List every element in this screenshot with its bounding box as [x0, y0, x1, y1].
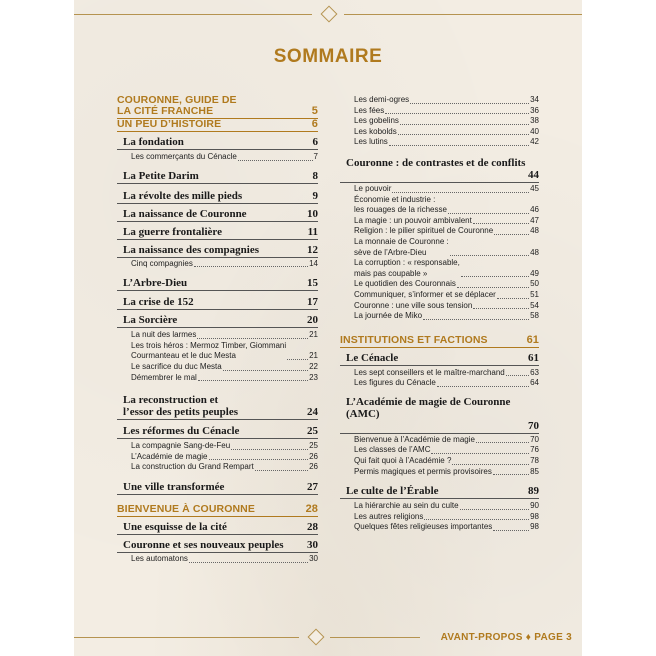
entry-title: Le pouvoir — [354, 183, 392, 193]
dot-leader — [287, 359, 308, 360]
toc-subsection-entry[interactable] — [340, 501, 539, 512]
toc-part-entry[interactable] — [117, 95, 318, 119]
entry-title: Les autres religions — [354, 511, 424, 521]
entry-title: La journée de Miko — [354, 311, 423, 321]
dot-leader — [194, 266, 308, 267]
entry-title: Couronne et ses nouveaux peuples — [123, 538, 284, 551]
entry-title: La magie : un pouvoir ambivalent — [354, 215, 472, 225]
book-page — [74, 0, 582, 656]
entry-title: La crise de 152 — [123, 296, 194, 309]
entry-page-number: 58 — [530, 311, 539, 321]
entry-page-number: 48 — [530, 247, 539, 257]
entry-page-number: 21 — [309, 351, 318, 361]
dot-leader — [506, 375, 529, 376]
dot-leader — [460, 509, 530, 510]
entry-page-number: 49 — [530, 268, 539, 278]
entry-title: La nuit des larmes — [131, 330, 197, 340]
entry-page-number: 28 — [307, 520, 318, 533]
dot-leader — [398, 134, 529, 135]
toc-subsection-entry[interactable] — [340, 368, 539, 379]
entry-page-number: 61 — [528, 351, 539, 364]
entry-page-number: 34 — [530, 95, 539, 104]
toc-section-entry[interactable] — [117, 394, 318, 420]
entry-title: Les automatons — [131, 553, 188, 563]
dot-leader — [223, 370, 308, 371]
toc-subsection-entry[interactable] — [340, 137, 539, 148]
dot-leader — [423, 319, 529, 320]
entry-title: Les sept conseillers et le maître-marchand — [354, 367, 505, 377]
toc-subsection-entry[interactable] — [340, 378, 539, 389]
entry-title: La monnaie de Couronne : sève de l’Arbre-Dieu — [354, 236, 449, 257]
page-footer: AVANT-PROPOS ♦ PAGE 3 — [440, 632, 572, 643]
entry-title: INSTITUTIONS ET FACTIONS — [340, 333, 488, 346]
dot-leader — [389, 145, 529, 146]
toc-section-entry[interactable] — [340, 157, 539, 183]
dot-leader — [255, 470, 308, 471]
toc-section-entry[interactable] — [117, 170, 318, 184]
entry-title: Démembrer le mal — [131, 372, 197, 382]
dot-leader — [437, 386, 529, 387]
top-ornament-icon — [321, 6, 338, 23]
entry-page-number: 26 — [309, 462, 318, 472]
entry-page-number: 44 — [528, 168, 539, 181]
entry-title: Le quotidien des Couronnais — [354, 279, 456, 289]
page-title: SOMMAIRE — [273, 46, 383, 67]
entry-title: La compagnie Sang-de-Feu — [131, 441, 231, 451]
dot-leader — [197, 338, 308, 339]
top-ornament-line-right — [344, 14, 582, 15]
dot-leader — [494, 234, 529, 235]
bottom-ornament-icon — [308, 629, 325, 646]
entry-page-number: 63 — [530, 367, 539, 377]
entry-page-number: 25 — [307, 425, 318, 438]
entry-title: Le sacrifice du duc Mesta — [131, 361, 222, 371]
entry-page-number: 17 — [307, 296, 318, 309]
entry-page-number: 14 — [309, 258, 318, 268]
toc-subsection-entry[interactable] — [340, 106, 539, 117]
entry-page-number: 51 — [530, 289, 539, 299]
entry-page-number: 76 — [530, 445, 539, 455]
entry-title: Une ville transformée — [123, 480, 225, 493]
toc-subsection-entry[interactable] — [340, 127, 539, 138]
dot-leader — [473, 308, 529, 309]
entry-page-number: 42 — [530, 137, 539, 147]
toc-subsection-entry[interactable] — [340, 522, 539, 533]
entry-title: La construction du Grand Rempart — [131, 462, 254, 472]
entry-title: Quelques fêtes religieuses importantes — [354, 522, 493, 532]
entry-title: La reconstruction et l’essor des petits peuples — [123, 394, 238, 419]
toc-subsection-entry[interactable] — [340, 467, 539, 478]
toc-subsection-entry[interactable] — [340, 226, 539, 237]
dot-leader — [457, 287, 529, 288]
toc-subsection-entry[interactable] — [340, 216, 539, 227]
entry-page-number: 40 — [530, 126, 539, 136]
entry-page-number: 26 — [309, 451, 318, 461]
entry-page-number: 48 — [530, 226, 539, 236]
entry-title: UN PEU D’HISTOIRE — [117, 118, 222, 130]
toc-section-entry[interactable] — [340, 485, 539, 499]
entry-page-number: 78 — [530, 456, 539, 466]
entry-title: Le Cénacle — [346, 351, 399, 364]
dot-leader — [497, 298, 529, 299]
entry-title: La guerre frontalière — [123, 225, 222, 238]
toc-part-entry[interactable] — [117, 504, 318, 517]
toc-subsection-entry[interactable] — [117, 330, 318, 341]
entry-title: La naissance de Couronne — [123, 207, 247, 220]
entry-page-number: 5 — [311, 105, 318, 117]
entry-page-number: 98 — [530, 522, 539, 532]
toc-column-left — [117, 95, 318, 565]
entry-title: La révolte des mille pieds — [123, 189, 243, 202]
toc-subsection-entry[interactable] — [117, 341, 318, 362]
toc-subsection-entry[interactable] — [117, 152, 318, 163]
dot-leader — [198, 380, 308, 381]
entry-page-number: 61 — [526, 333, 539, 346]
entry-title: Les trois héros : Mermoz Timber, Giommani Courmanteau et le duc Mesta — [131, 340, 287, 361]
toc-part-entry[interactable] — [117, 119, 318, 132]
entry-page-number: 12 — [307, 243, 318, 256]
dot-leader — [410, 103, 529, 104]
entry-page-number: 21 — [309, 330, 318, 340]
dot-leader — [189, 562, 308, 563]
dot-leader — [400, 124, 529, 125]
entry-title: Les kobolds — [354, 126, 397, 136]
entry-title: Le culte de l’Érable — [346, 485, 439, 498]
dot-leader — [493, 474, 529, 475]
entry-page-number: 10 — [307, 207, 318, 220]
entry-title: Qui fait quoi à l’Académie ? — [354, 456, 452, 466]
entry-title: Les figures du Cénacle — [354, 378, 436, 388]
entry-title: Cinq compagnies — [131, 258, 193, 268]
toc-section-entry[interactable] — [340, 352, 539, 366]
dot-leader — [392, 192, 529, 193]
entry-title: La corruption : « responsable, mais pas coupable » — [354, 258, 460, 278]
entry-page-number: 24 — [307, 406, 318, 419]
toc-subsection-entry[interactable] — [340, 116, 539, 127]
toc-subsection-entry[interactable] — [340, 456, 539, 467]
entry-page-number: 47 — [530, 215, 539, 225]
entry-page-number: 25 — [309, 441, 318, 451]
toc-section-entry[interactable] — [117, 208, 318, 222]
toc-subsection-entry[interactable] — [117, 554, 318, 565]
entry-title: Couronne : de contrastes et de conflits — [346, 156, 526, 169]
entry-title: Les réformes du Cénacle — [123, 425, 240, 438]
entry-title: Les fées — [354, 105, 385, 115]
dot-leader — [424, 519, 529, 520]
entry-title: Les lutins — [354, 137, 388, 147]
toc-section-entry[interactable] — [117, 277, 318, 291]
toc-subsection-entry[interactable] — [340, 301, 539, 312]
entry-page-number: 28 — [305, 502, 318, 515]
toc-subsection-entry[interactable] — [117, 362, 318, 373]
toc-subsection-entry[interactable] — [117, 373, 318, 384]
entry-title: La hiérarchie au sein du culte — [354, 501, 459, 511]
toc-subsection-entry[interactable] — [340, 184, 539, 195]
bottom-ornament-line-right — [330, 637, 420, 638]
dot-leader — [238, 160, 313, 161]
toc-section-entry[interactable] — [117, 296, 318, 310]
entry-page-number: 30 — [307, 538, 318, 551]
toc-column-right — [340, 95, 539, 533]
entry-page-number: 22 — [309, 361, 318, 371]
entry-page-number: 90 — [530, 501, 539, 511]
dot-leader — [431, 453, 529, 454]
entry-title: Religion : le pilier spirituel de Couronne — [354, 226, 494, 236]
entry-page-number: 6 — [312, 136, 318, 148]
dot-leader — [231, 449, 308, 450]
dot-leader — [473, 223, 529, 224]
entry-page-number: 70 — [528, 419, 539, 432]
entry-page-number: 23 — [309, 372, 318, 382]
entry-page-number: 15 — [307, 277, 318, 290]
entry-title: Communiquer, s’informer et se déplacer — [354, 289, 496, 299]
entry-page-number: 8 — [312, 169, 318, 182]
toc-subsection-entry[interactable] — [117, 441, 318, 452]
entry-page-number: 98 — [530, 511, 539, 521]
toc-subsection-entry[interactable] — [340, 258, 539, 279]
entry-page-number: 38 — [530, 116, 539, 126]
entry-page-number: 64 — [530, 378, 539, 388]
entry-page-number: 6 — [311, 118, 318, 130]
entry-title: La naissance des compagnies — [123, 243, 259, 256]
toc-section-entry[interactable] — [117, 190, 318, 204]
dot-leader — [385, 113, 529, 114]
toc-section-entry[interactable] — [117, 521, 318, 535]
toc-subsection-entry[interactable] — [117, 259, 318, 270]
entry-page-number: 85 — [530, 466, 539, 476]
toc-subsection-entry[interactable] — [340, 290, 539, 301]
entry-title: Couronne : une ville sous tension — [354, 300, 473, 310]
entry-title: Bienvenue à l’Académie de magie — [354, 434, 475, 444]
toc-section-entry[interactable] — [340, 396, 539, 434]
dot-leader — [461, 276, 529, 277]
entry-title: La Petite Darim — [123, 169, 199, 182]
entry-title: L’Académie de magie — [131, 451, 208, 461]
entry-page-number: 50 — [530, 279, 539, 289]
toc-subsection-entry[interactable] — [340, 237, 539, 258]
entry-page-number: 7 — [313, 152, 318, 161]
entry-title: BIENVENUE À COURONNE — [117, 502, 255, 515]
toc-subsection-entry[interactable] — [340, 445, 539, 456]
bottom-ornament-line-left — [74, 637, 299, 638]
entry-page-number: 54 — [530, 300, 539, 310]
entry-title: La fondation — [123, 136, 184, 148]
entry-title: Les classes de l’AMC — [354, 445, 431, 455]
toc-subsection-entry[interactable] — [340, 512, 539, 523]
toc-subsection-entry[interactable] — [340, 435, 539, 446]
toc-subsection-entry[interactable] — [117, 462, 318, 473]
toc-section-entry[interactable] — [117, 226, 318, 240]
entry-page-number: 11 — [307, 225, 318, 238]
entry-page-number: 27 — [307, 480, 318, 493]
toc-section-entry[interactable] — [117, 244, 318, 258]
entry-title: COURONNE, GUIDE DE LA CITÉ FRANCHE — [117, 94, 237, 117]
entry-page-number: 36 — [530, 105, 539, 115]
entry-page-number: 20 — [307, 314, 318, 327]
entry-page-number: 30 — [309, 553, 318, 563]
toc-section-entry[interactable] — [117, 425, 318, 439]
toc-section-entry[interactable] — [117, 539, 318, 553]
dot-leader — [493, 530, 529, 531]
top-ornament-line-left — [74, 14, 312, 15]
entry-title: Les demi-ogres — [354, 95, 410, 104]
entry-title: Les commerçants du Cénacle — [131, 152, 237, 161]
dot-leader — [452, 464, 529, 465]
entry-title: L’Arbre-Dieu — [123, 277, 188, 290]
entry-title: L’Académie de magie de Couronne (AMC) — [346, 395, 511, 420]
dot-leader — [209, 459, 309, 460]
entry-title: Économie et industrie : les rouages de la richesse — [354, 194, 447, 215]
toc-part-entry[interactable] — [340, 335, 539, 348]
dot-leader — [476, 442, 529, 443]
toc-subsection-entry[interactable] — [340, 95, 539, 106]
entry-page-number: 89 — [528, 485, 539, 498]
toc-subsection-entry[interactable] — [340, 195, 539, 216]
entry-title: Les gobelins — [354, 116, 399, 126]
toc-section-entry[interactable] — [117, 136, 318, 150]
entry-page-number: 9 — [312, 189, 318, 202]
entry-title: La Sorcière — [123, 314, 178, 327]
dot-leader — [450, 255, 529, 256]
toc-subsection-entry[interactable] — [340, 311, 539, 322]
entry-page-number: 46 — [530, 205, 539, 215]
toc-subsection-entry[interactable] — [340, 279, 539, 290]
entry-page-number: 45 — [530, 183, 539, 193]
toc-subsection-entry[interactable] — [117, 452, 318, 463]
toc-section-entry[interactable] — [117, 481, 318, 495]
entry-title: Permis magiques et permis provisoires — [354, 466, 492, 476]
entry-title: Une esquisse de la cité — [123, 520, 227, 533]
entry-page-number: 70 — [530, 434, 539, 444]
dot-leader — [448, 213, 529, 214]
toc-section-entry[interactable] — [117, 314, 318, 328]
